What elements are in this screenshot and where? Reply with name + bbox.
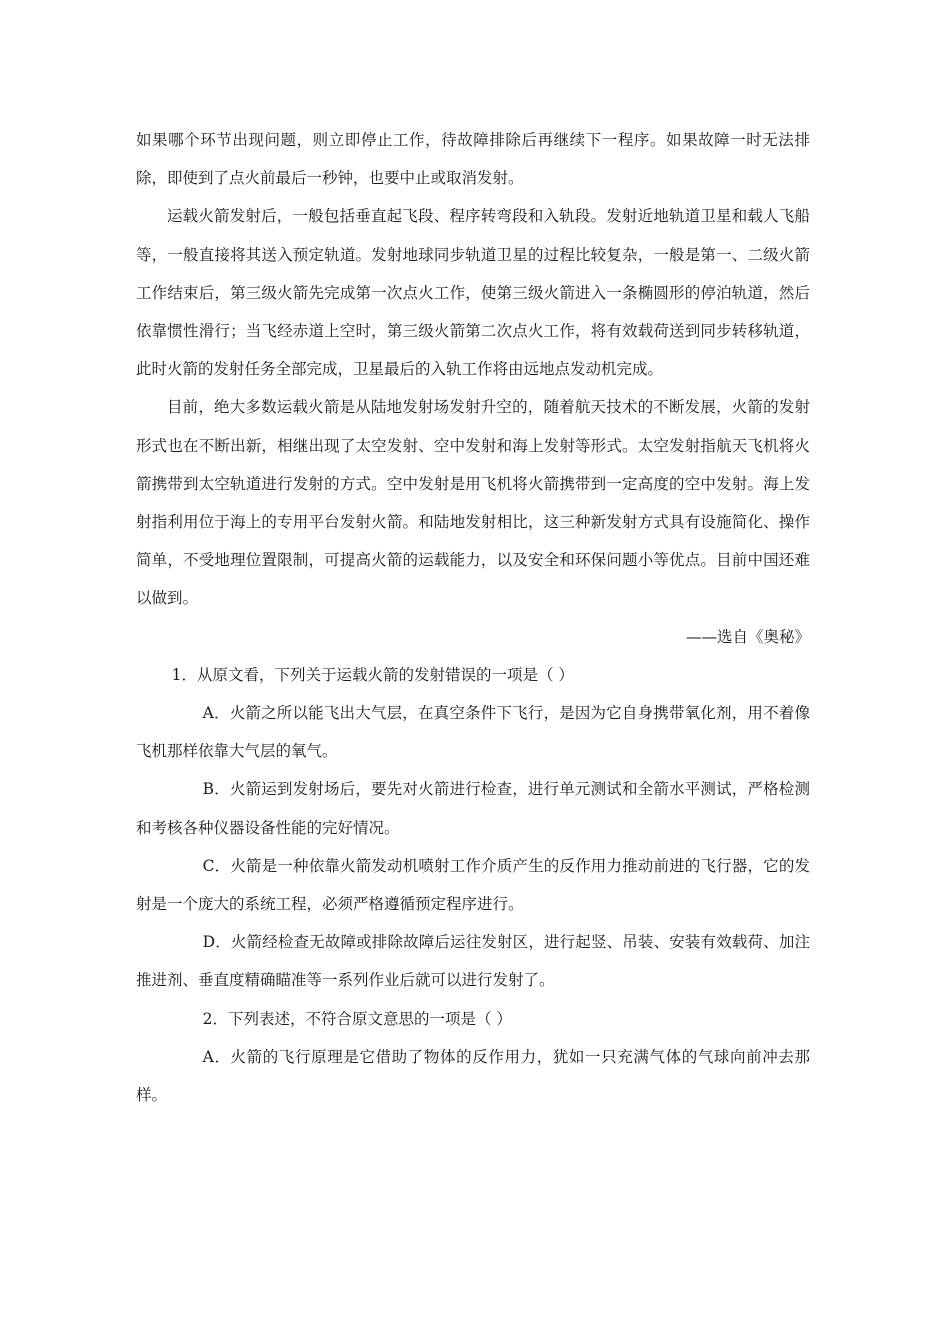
question-1-option-c: C．火箭是一种依靠火箭发动机喷射工作介质产生的反作用力推动前进的飞行器，它的发射是一个庞大的系统工程，必须严格遵循预定程序进行。	[136, 856, 810, 914]
question-1-option-b: B．火箭运到发射场后，要先对火箭进行检查，进行单元测试和全箭水平测试，严格检测和考核各种仪器设备性能的完好情况。	[136, 780, 810, 837]
paragraph-launch-forms: 目前，绝大多数运载火箭是从陆地发射场发射升空的，随着航天技术的不断发展，火箭的发射形式也在不断出新，相继出现了太空发射、空中发射和海上发射等形式。太空发射指航天飞机将火箭携带到太空轨道进行发射的方式。空中发射是用飞机将火箭携带到一定高度的空中发射。海上发射指利用位于海上的专用平台发射火箭。和陆地发射相比，这三种新发射方式具有设施简化、操作简单，不受地理位置限制，可提高火箭的运载能力，以及安全和环保问题小等优点。目前中国还难以做到。	[136, 398, 810, 608]
question-2-option-a: A．火箭的飞行原理是它借助了物体的反作用力，犹如一只充满气体的气球向前冲去那样。	[136, 1047, 810, 1105]
question-2-stem: 2．下列表述，不符合原文意思的一项是（ ）	[202, 1009, 512, 1028]
source-attribution: ——选自《奥秘》	[685, 627, 810, 646]
document-page	[136, 121, 810, 1114]
paragraph-launch-phases: 运载火箭发射后，一般包括垂直起飞段、程序转弯段和入轨段。发射近地轨道卫星和载人飞船等，一般直接将其送入预定轨道。发射地球同步轨道卫星的过程比较复杂，一般是第一、二级火箭工作结束后，第三级火箭先完成第一次点火工作，使第三级火箭进入一条椭圆形的停泊轨道，然后依靠惯性滑行；当飞经赤道上空时，第三级火箭第二次点火工作，将有效载荷送到同步转移轨道，此时火箭的发射任务全部完成，卫星最后的入轨工作将由远地点发动机完成。	[136, 207, 810, 379]
question-1-option-d: D．火箭经检查无故障或排除故障后运往发射区，进行起竖、吊装、安装有效载荷、加注推进剂、垂直度精确瞄准等一系列作业后就可以进行发射了。	[136, 933, 810, 990]
paragraph-continuation: 如果哪个环节出现问题，则立即停止工作，待故障排除后再继续下一程序。如果故障一时无法排除，即使到了点火前最后一秒钟，也要中止或取消发射。	[136, 131, 810, 188]
question-1-option-a: A．火箭之所以能飞出大气层，在真空条件下飞行，是因为它自身携带氧化剂，用不着像飞机那样依靠大气层的氧气。	[136, 704, 810, 761]
question-1-stem: 1．从原文看，下列关于运载火箭的发射错误的一项是（ ）	[171, 665, 574, 684]
